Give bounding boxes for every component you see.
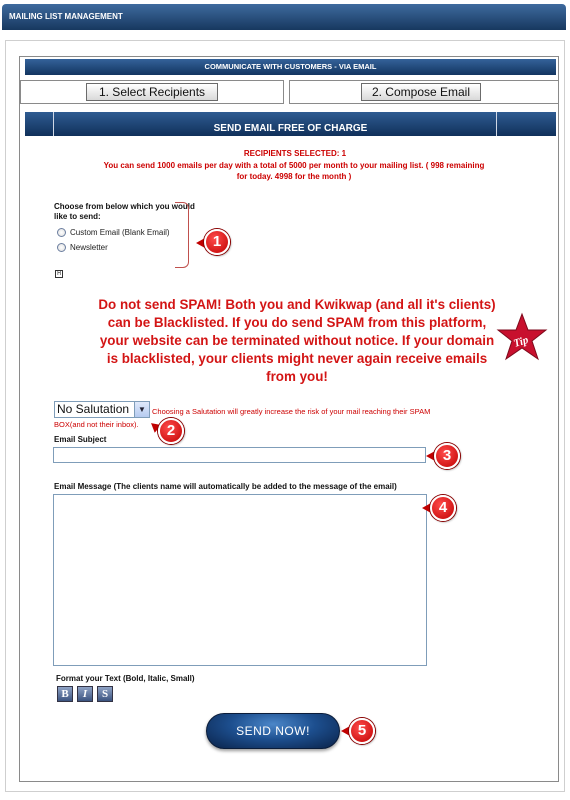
email-subject-label: Email Subject (54, 435, 107, 444)
top-title-bar (2, 4, 566, 30)
spam-warning-line-2: can be Blacklisted. If you do send SPAM from this platform, (107, 315, 487, 330)
email-message-label: Email Message (The clients name will automatically be added to the message of the email) (54, 482, 397, 491)
send-free-title: SEND EMAIL FREE OF CHARGE (213, 123, 368, 134)
spam-warning-line-4: is blacklisted, your clients might never again receive emails (106, 351, 488, 366)
step-1-cell (20, 80, 284, 104)
italic-button[interactable]: I (77, 686, 93, 702)
callout-1-bracket (175, 202, 189, 268)
send-limit-line-2: for today. 4998 for the month ) (236, 172, 352, 181)
spam-warning-line-5: from you! (266, 369, 328, 384)
recipients-selected: RECIPIENTS SELECTED: 1 (243, 149, 347, 158)
format-text-label: Format your Text (Bold, Italic, Small) (56, 674, 195, 683)
tip-star-label: Tip (512, 333, 530, 351)
callout-4-badge: 4 (430, 495, 456, 521)
choose-label-1: Choose from below which you would (54, 202, 195, 211)
callout-5-badge: 5 (349, 718, 375, 744)
option-custom-email[interactable] (57, 228, 170, 237)
email-subject-input[interactable] (53, 447, 426, 463)
spam-warning (88, 296, 506, 386)
compose-email-button[interactable]: 2. Compose Email (361, 83, 481, 101)
send-free-bar (25, 112, 556, 136)
html-toggle-icon[interactable]: H (55, 270, 63, 278)
select-recipients-button[interactable]: 1. Select Recipients (86, 83, 218, 101)
choose-label-2: like to send: (54, 212, 101, 221)
callout-1-badge: 1 (204, 229, 230, 255)
page-title: MAILING LIST MANAGEMENT (9, 12, 123, 21)
salutation-note-2: BOX(and not their inbox). (54, 420, 139, 429)
email-message-textarea[interactable] (53, 494, 427, 666)
callout-2-badge: 2 (158, 418, 184, 444)
spam-warning-line-1: Do not send SPAM! Both you and Kwikwap (and all it's clients) (98, 297, 496, 312)
salutation-selected: No Salutation (57, 402, 130, 416)
radio-newsletter[interactable] (57, 243, 66, 252)
option-newsletter[interactable] (57, 243, 108, 252)
chevron-down-icon[interactable]: ▼ (134, 402, 149, 417)
bold-button[interactable]: B (57, 686, 73, 702)
tip-star-icon (494, 312, 550, 364)
salutation-select[interactable] (54, 401, 150, 418)
communicate-bar: COMMUNICATE WITH CUSTOMERS - VIA EMAIL (25, 59, 556, 75)
option-custom-email-label: Custom Email (Blank Email) (70, 228, 170, 237)
spam-warning-line-3: your website can be terminated without notice. If your domain (99, 333, 495, 348)
step-2-cell (289, 80, 559, 104)
radio-custom-email[interactable] (57, 228, 66, 237)
small-button[interactable]: S (97, 686, 113, 702)
send-now-button[interactable]: SEND NOW! (206, 713, 340, 749)
callout-3-badge: 3 (434, 443, 460, 469)
send-limit-line-1: You can send 1000 emails per day with a total of 5000 per month to your mailing list. ( 998 remaining (103, 161, 485, 170)
option-newsletter-label: Newsletter (70, 243, 108, 252)
salutation-note: Choosing a Salutation will greatly increase the risk of your mail reaching their SPAM (152, 407, 431, 416)
